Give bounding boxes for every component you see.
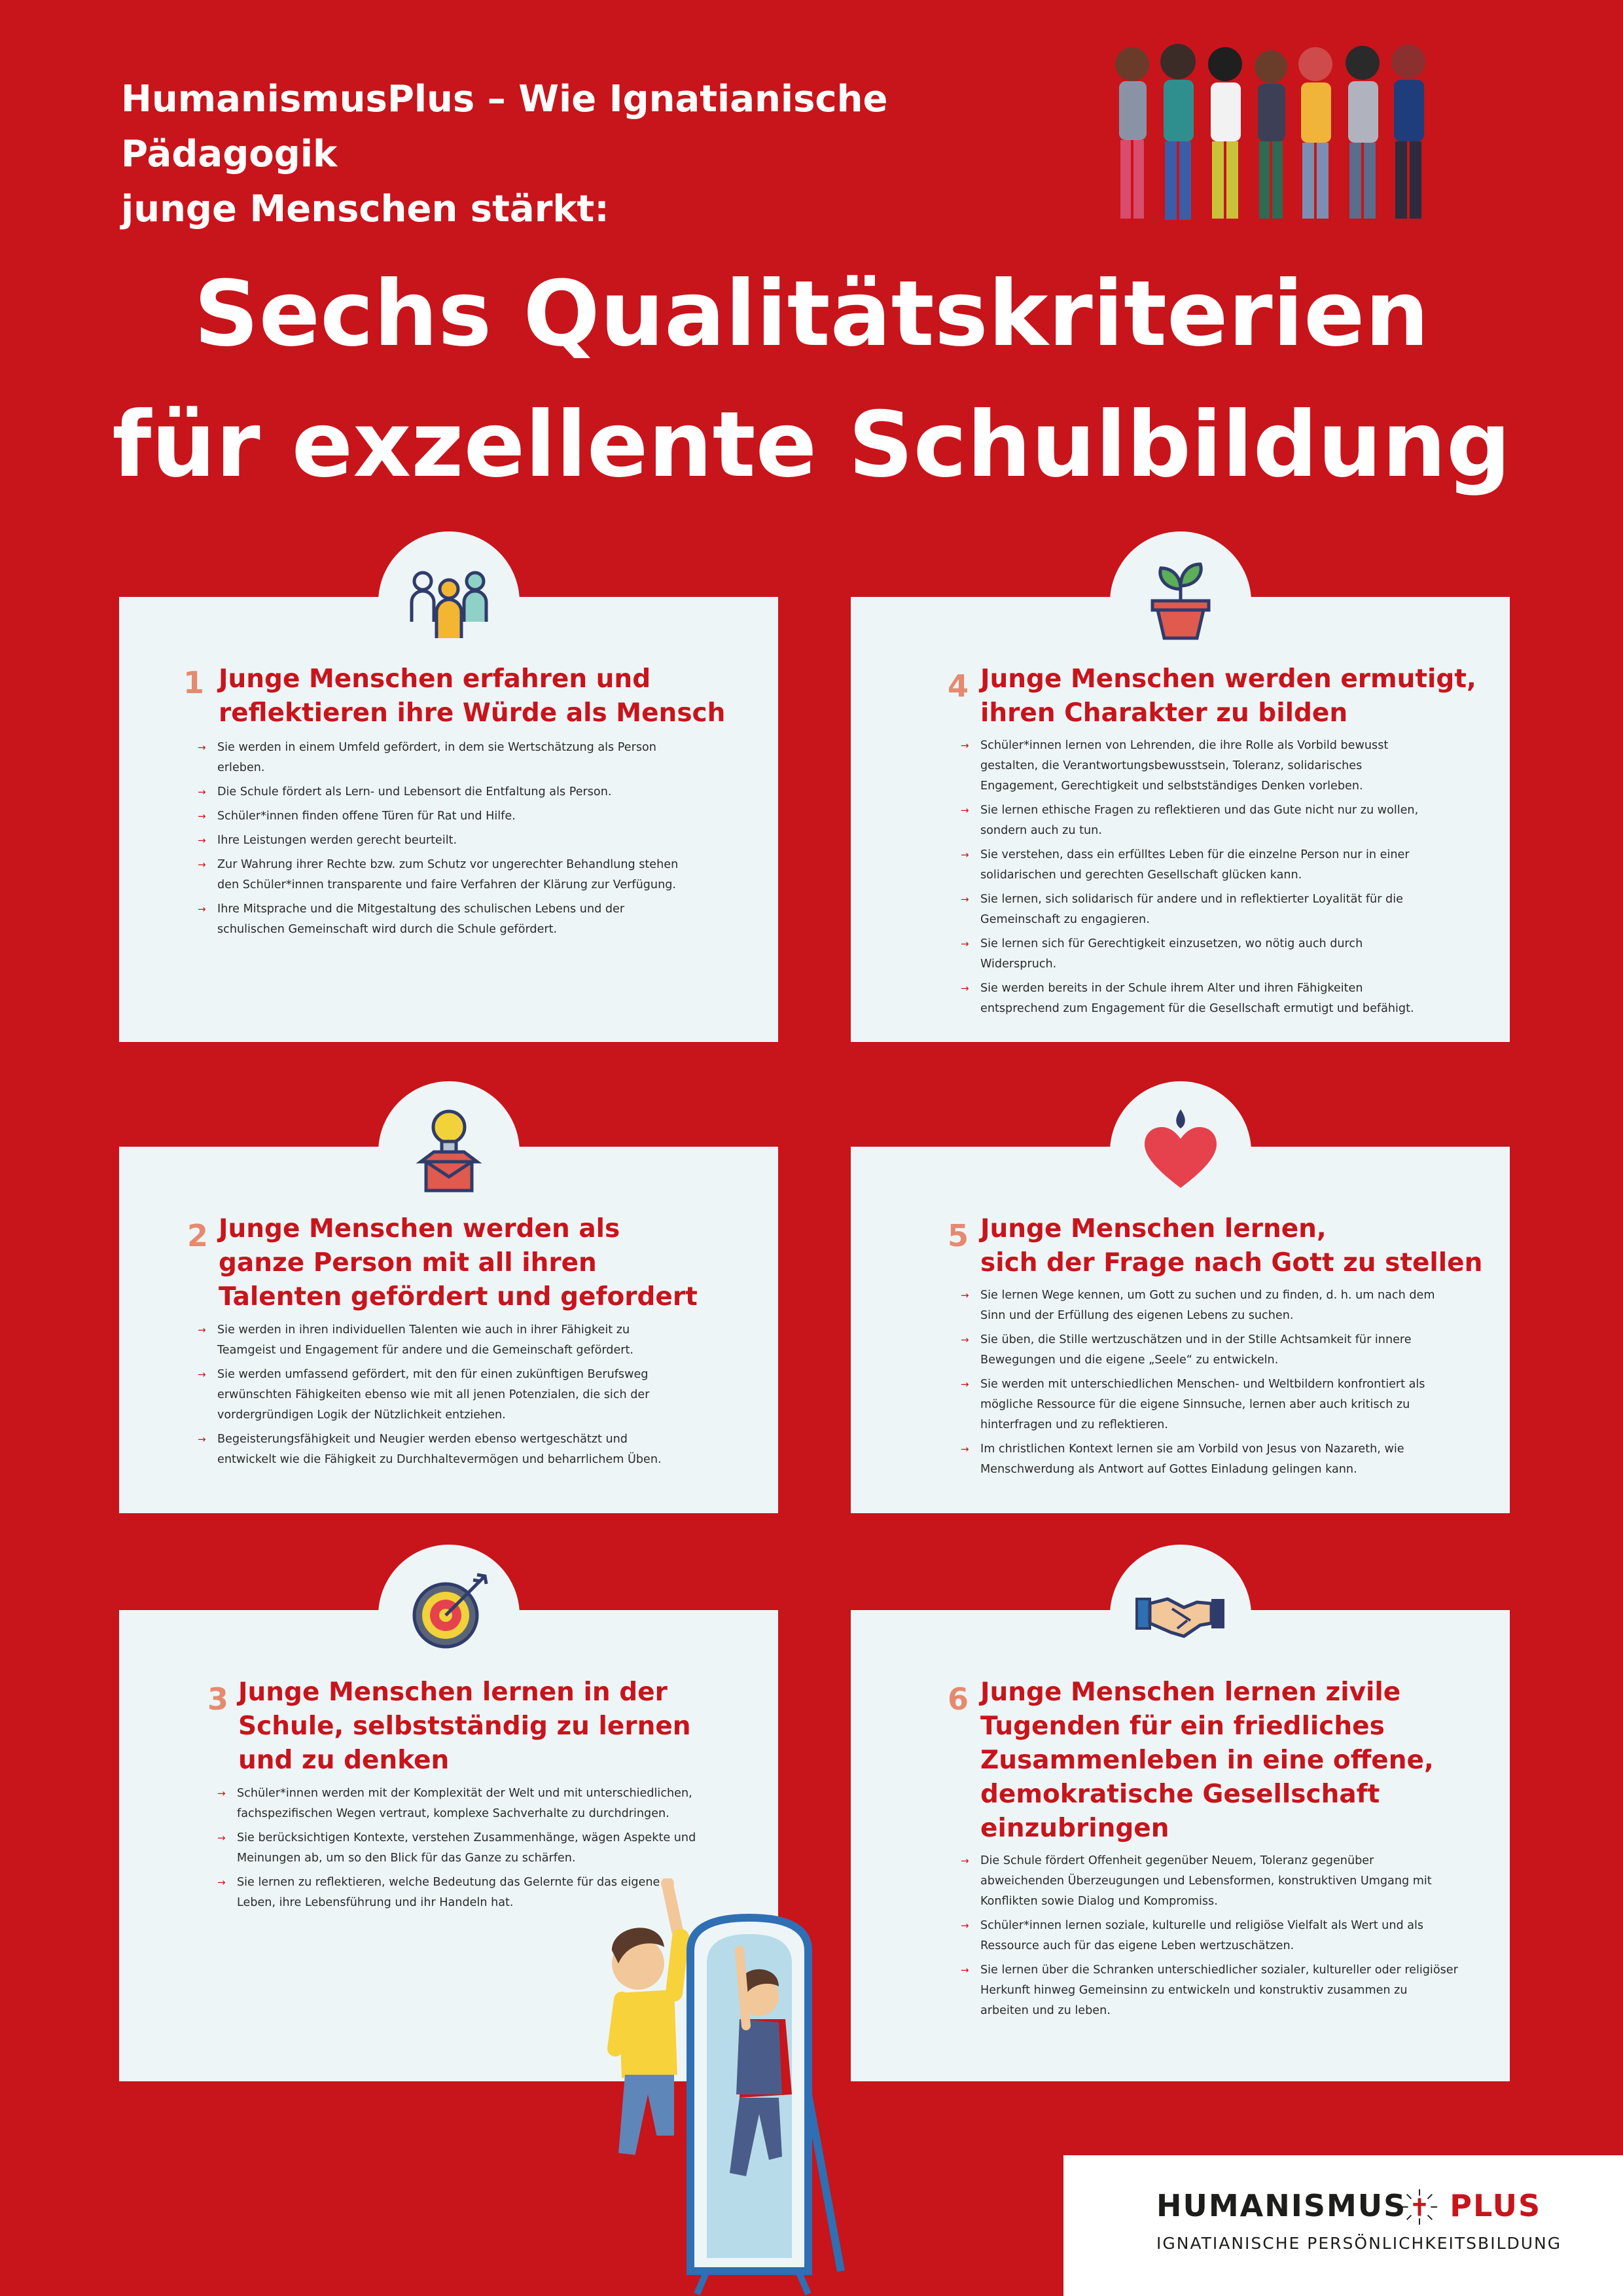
boy-mirror-illustration (582, 1878, 988, 2296)
poster-subtitle (121, 72, 1103, 237)
criterion-title-line: und zu denken (238, 1746, 450, 1775)
criterion-title (219, 662, 755, 730)
subtitle-line-2: junge Menschen stärkt: (121, 188, 609, 230)
logo-tagline: IGNATIANISCHE PERSÖNLICHKEITSBILDUNG (1156, 2234, 1562, 2253)
criterion-title (238, 1676, 749, 1778)
list-item: → Sie lernen zu reflektieren, welche Bedeutung das Gelernte für das eigene Leben, ihre Lebensführung und ihr Handeln hat. (217, 1873, 702, 1913)
title-line-1: Sechs Qualitätskriterien (194, 261, 1429, 367)
criterion-list (961, 736, 1432, 1023)
criterion-title-line: demokratische Gesellschaft (980, 1780, 1380, 1809)
logo-main-text: HUMANISMUS (1156, 2188, 1407, 2223)
list-item: → Sie werden bereits in der Schule ihrem Alter und ihren Fähigkeiten entsprechend zum Engagement für die Gesellschaft ermutigt und befähigt. (961, 978, 1432, 1019)
criterion-title-line: Junge Menschen lernen zivile (980, 1677, 1401, 1707)
card-icon-badge (378, 1545, 520, 1686)
list-item: → Schüler*innen lernen soziale, kulturelle und religiöse Vielfalt als Wert und als Ressource auch für das eigene Leben wertzuschätzen. (961, 1916, 1458, 1956)
poster-title (0, 249, 1623, 511)
list-item: → Ihre Mitsprache und die Mitgestaltung des schulischen Lebens und der schulischen Gemeinschaft wird durch die Schule gefördert. (198, 899, 682, 940)
card-icon-badge (378, 1081, 520, 1223)
target-icon (400, 1563, 498, 1661)
criterion-number: 2 (187, 1218, 209, 1253)
criterion-number: 1 (183, 665, 205, 700)
criterion-title (980, 662, 1504, 730)
humanismus-plus-logo (1063, 2155, 1623, 2296)
list-item: → Sie üben, die Stille wertzuschätzen und in der Stille Achtsamkeit für innere Bewegungen und die eigene „Seele“ zu entwickeln. (961, 1330, 1445, 1371)
criterion-title-line: Junge Menschen erfahren und (219, 664, 651, 694)
criterion-list (198, 738, 682, 944)
list-item: → Zur Wahrung ihrer Rechte bzw. zum Schutz vor ungerechter Behandlung stehen den Schüler*innen transparente und faire Verfahren der Klärung zur Verfügung. (198, 855, 682, 895)
criterion-title-line: Schule, selbstständig zu lernen (238, 1712, 691, 1741)
criterion-list (961, 1851, 1458, 2025)
list-item: → Sie lernen ethische Fragen zu reflektieren und das Gute nicht nur zu wollen, sondern auch zu tun. (961, 800, 1432, 841)
card-icon-badge (378, 531, 520, 673)
criterion-title-line: Tugenden für ein friedliches (980, 1712, 1385, 1741)
plant-pot-icon (1132, 550, 1230, 648)
criterion-title-line: Junge Menschen lernen in der (238, 1677, 668, 1707)
criterion-title (980, 1676, 1491, 1846)
handshake-icon (1132, 1563, 1230, 1661)
criterion-title-line: reflektieren ihre Würde als Mensch (219, 698, 726, 728)
list-item: → Schüler*innen lernen von Lehrenden, die ihre Rolle als Vorbild bewusst gestalten, die Verantwortungsbewusstsein, Toleranz, solidarisches Engagement, Gerechtigkeit und selbstständiges Denken vorleben. (961, 736, 1432, 797)
people-icon (400, 550, 498, 648)
criterion-title-line: Talenten gefördert und gefordert (219, 1282, 698, 1312)
criterion-card-1 (119, 597, 778, 1042)
criterion-title-line: sich der Frage nach Gott zu stellen (980, 1248, 1483, 1278)
criterion-list (198, 1320, 688, 1474)
list-item: → Sie lernen, sich solidarisch für andere und in reflektierter Loyalität für die Gemeinschaft zu engagieren. (961, 889, 1432, 930)
list-item: → Sie verstehen, dass ein erfülltes Leben für die einzelne Person nur in einer solidarischen und gerechten Gesellschaft glücken kann. (961, 845, 1432, 886)
card-icon-badge (1110, 1081, 1251, 1223)
list-item: → Sie lernen Wege kennen, um Gott zu suchen und zu finden, d. h. um nach dem Sinn und der Erfüllung des eigenen Lebens zu suchen. (961, 1285, 1445, 1326)
title-line-2: für exzellente Schulbildung (112, 392, 1511, 497)
criterion-title-line: Junge Menschen werden als (219, 1214, 620, 1244)
criterion-card-5 (851, 1147, 1510, 1513)
criterion-number: 4 (948, 668, 969, 704)
list-item: → Die Schule fördert Offenheit gegenüber Neuem, Toleranz gegenüber abweichenden Überzeugungen und Lebensformen, konstruktiven Umgang mit Konflikten sowie Dialog und Kompromiss. (961, 1851, 1458, 1912)
criterion-list (961, 1285, 1445, 1484)
criterion-title-line: Junge Menschen werden ermutigt, (980, 664, 1476, 694)
group-of-people-illustration (1106, 38, 1472, 228)
criterion-number: 6 (948, 1681, 969, 1717)
criterion-title (219, 1212, 755, 1314)
list-item: → Sie werden in ihren individuellen Talenten wie auch in ihrer Fähigkeit zu Teamgeist und Engagement für andere und die Gemeinschaft gefördert. (198, 1320, 688, 1361)
list-item: → Schüler*innen werden mit der Komplexität der Welt und mit unterschiedlichen, fachspezifischen Wegen vertraut, komplexe Sachverhalte zu durchdringen. (217, 1784, 702, 1824)
criterion-title-line: ganze Person mit all ihren (219, 1248, 597, 1278)
criterion-title-line: Junge Menschen lernen, (980, 1214, 1327, 1244)
list-item: → Sie lernen sich für Gerechtigkeit einzusetzen, wo nötig auch durch Widerspruch. (961, 934, 1432, 975)
lightbulb-box-icon (400, 1100, 498, 1198)
criterion-title-line: Zusammenleben in eine offene, (980, 1746, 1434, 1775)
list-item: → Sie werden mit unterschiedlichen Menschen- und Weltbildern konfrontiert als mögliche Ressource für die eigene Sinnsuche, lernen aber auch kritisch zu hinterfragen und zu reflektieren. (961, 1374, 1445, 1435)
list-item: → Schüler*innen finden offene Türen für Rat und Hilfe. (198, 806, 682, 827)
list-item: → Sie berücksichtigen Kontexte, verstehen Zusammenhänge, wägen Aspekte und Meinungen ab, um so den Blick für das Ganze zu schärfen. (217, 1828, 702, 1869)
criterion-title-line: ihren Charakter zu bilden (980, 698, 1348, 728)
list-item: → Im christlichen Kontext lernen sie am Vorbild von Jesus von Nazareth, wie Menschwerdung als Antwort auf Gottes Einladung gelingen kann. (961, 1439, 1445, 1480)
card-icon-badge (1110, 1545, 1251, 1686)
list-item: → Die Schule fördert als Lern- und Lebensort die Entfaltung als Person. (198, 782, 682, 802)
criterion-card-2 (119, 1147, 778, 1513)
sun-cross-icon (1400, 2188, 1438, 2226)
logo-wordmark (1156, 2188, 1541, 2223)
subtitle-line-1: HumanismusPlus – Wie Ignatianische Pädagogik (121, 78, 888, 175)
list-item: → Sie werden umfassend gefördert, mit den für einen zukünftigen Berufsweg erwünschten Fähigkeiten ebenso wie mit all jenen Potenzialen, die sich der vordergründigen Logik der Nützlichkeit entziehen. (198, 1365, 688, 1426)
list-item: → Begeisterungsfähigkeit und Neugier werden ebenso wertgeschätzt und entwickelt wie die Fähigkeit zu Durchhaltevermögen und beharrlichem Üben. (198, 1429, 688, 1470)
heart-flame-icon (1132, 1100, 1230, 1198)
list-item: → Ihre Leistungen werden gerecht beurteilt. (198, 831, 682, 851)
criterion-title (980, 1212, 1504, 1280)
criterion-card-4 (851, 597, 1510, 1042)
card-icon-badge (1110, 531, 1251, 673)
list-item: → Sie werden in einem Umfeld gefördert, in dem sie Wertschätzung als Person erleben. (198, 738, 682, 778)
criterion-number: 3 (207, 1681, 229, 1717)
list-item: → Sie lernen über die Schranken unterschiedlicher sozialer, kultureller oder religiöser Herkunft hinweg Gemeinsinn zu entwickeln und konstruktiv zusammen zu arbeiten und zu leben. (961, 1960, 1458, 2021)
criterion-number: 5 (948, 1218, 969, 1253)
criterion-title-line: einzubringen (980, 1814, 1169, 1843)
logo-plus-text: PLUS (1450, 2188, 1542, 2223)
